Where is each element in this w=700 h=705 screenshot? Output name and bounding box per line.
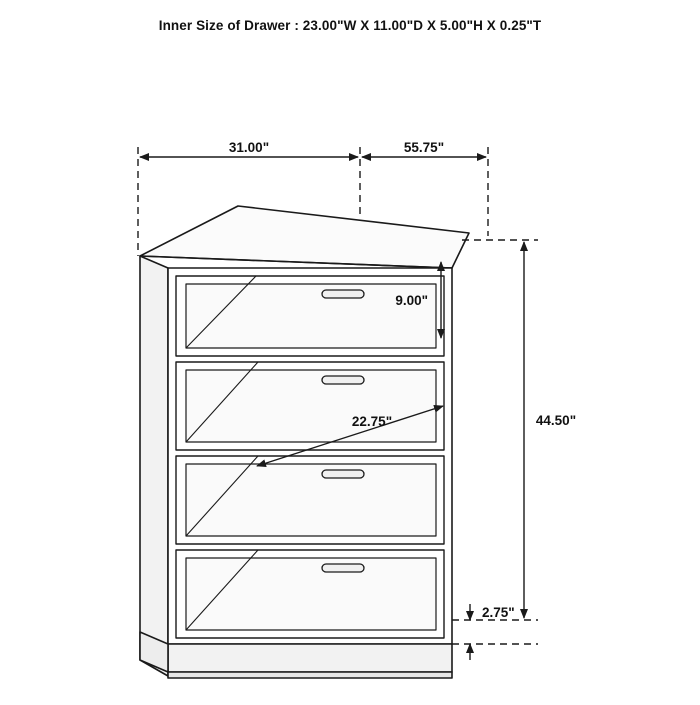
chest-drawing [140, 206, 469, 678]
chest-base-plinth [168, 644, 452, 672]
chest-base-bottom [168, 672, 452, 678]
dim-label-drawer-width: 22.75" [351, 414, 393, 429]
drawer-2 [176, 362, 444, 450]
dim-label-depth-side: 55.75" [403, 140, 445, 155]
chest-left-side [140, 256, 168, 676]
dim-label-total-height: 44.50" [535, 413, 577, 428]
drawer-4 [176, 550, 444, 638]
drawer-3 [176, 456, 444, 544]
drawer-1-handle [322, 290, 364, 298]
page-title: Inner Size of Drawer : 23.00"W X 11.00"D X 5.00"H X 0.25"T [158, 18, 542, 33]
chest-top-surface [140, 206, 469, 268]
drawer-4-handle [322, 564, 364, 572]
dim-label-width-front: 31.00" [228, 140, 270, 155]
drawer-1 [176, 276, 444, 356]
dim-label-base-height: 2.75" [482, 605, 515, 620]
drawer-2-handle [322, 376, 364, 384]
dim-label-drawer-height: 9.00" [395, 293, 428, 308]
drawer-3-handle [322, 470, 364, 478]
